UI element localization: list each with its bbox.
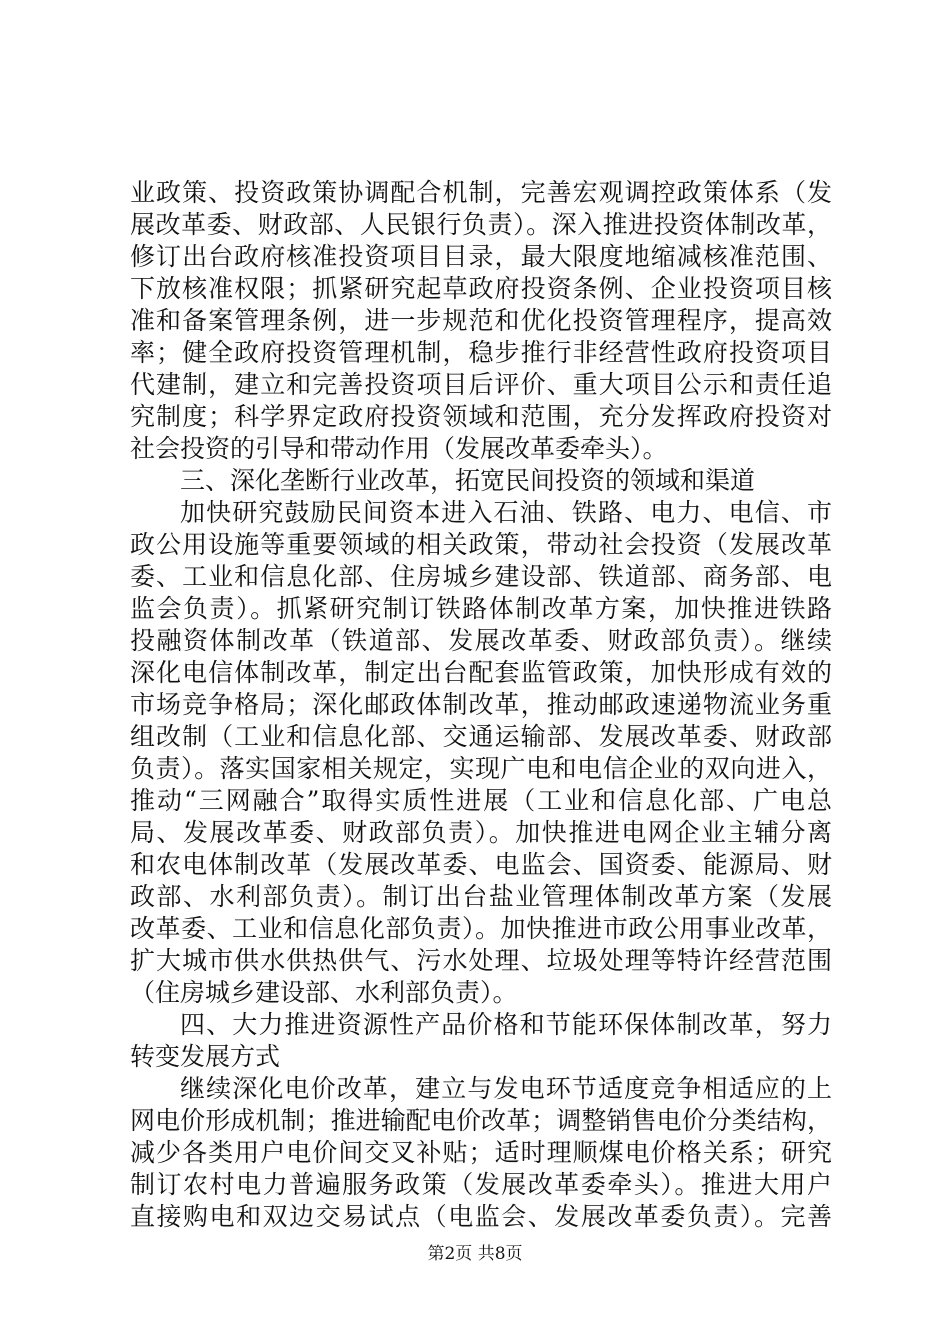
text-line: 减少各类用户电价间交叉补贴；适时理顺煤电价格关系；研究	[130, 1138, 832, 1167]
text-line: 扩大城市供水供热供气、污水处理、垃圾处理等特许经营范围	[130, 946, 832, 975]
text-line: 继续深化电价改革，建立与发电环节适度竞争相适应的上	[180, 1074, 832, 1103]
text-line: 推动“三网融合”取得实质性进展（工业和信息化部、广电总	[130, 786, 832, 815]
text-line: 业政策、投资政策协调配合机制，完善宏观调控政策体系（发	[130, 178, 832, 207]
page-footer: 第2页 共8页	[427, 1244, 523, 1264]
text-line: 准和备案管理条例，进一步规范和优化投资管理程序，提高效	[130, 306, 832, 335]
text-line: 加快研究鼓励民间资本进入石油、铁路、电力、电信、市	[180, 498, 832, 527]
text-line: 负责）。落实国家相关规定，实现广电和电信企业的双向进入，	[130, 754, 832, 783]
section-heading-line: 三、深化垄断行业改革，拓宽民间投资的领域和渠道	[180, 466, 756, 495]
text-line: 市场竞争格局；深化邮政体制改革，推动邮政速递物流业务重	[130, 690, 832, 719]
text-line: 制订农村电力普遍服务政策（发展改革委牵头）。推进大用户	[130, 1170, 832, 1199]
section-heading-3	[130, 465, 832, 497]
text-line: 委、工业和信息化部、住房城乡建设部、铁道部、商务部、电	[130, 562, 832, 591]
text-line: 代建制，建立和完善投资项目后评价、重大项目公示和责任追	[130, 370, 832, 399]
text-line: 局、发展改革委、财政部负责）。加快推进电网企业主辅分离	[130, 818, 832, 847]
text-line: 监会负责）。抓紧研究制订铁路体制改革方案，加快推进铁路	[130, 594, 832, 623]
text-line: 下放核准权限；抓紧研究起草政府投资条例、企业投资项目核	[130, 274, 832, 303]
text-line: 修订出台政府核准投资项目目录，最大限度地缩减核准范围、	[130, 242, 832, 271]
text-line: 组改制（工业和信息化部、交通运输部、发展改革委、财政部	[130, 722, 832, 751]
text-line: 直接购电和双边交易试点（电监会、发展改革委负责）。完善	[130, 1202, 832, 1231]
text-line: 网电价形成机制；推进输配电价改革；调整销售电价分类结构，	[130, 1106, 832, 1135]
text-line: 和农电体制改革（发展改革委、电监会、国资委、能源局、财	[130, 850, 832, 879]
text-line: 政公用设施等重要领域的相关政策，带动社会投资（发展改革	[130, 530, 832, 559]
text-line: 政部、水利部负责）。制订出台盐业管理体制改革方案（发展	[130, 882, 832, 911]
paragraph-monopoly-reform	[130, 497, 832, 1009]
text-line: 投融资体制改革（铁道部、发展改革委、财政部负责）。继续	[130, 626, 832, 655]
text-line: 究制度；科学界定政府投资领域和范围，充分发挥政府投资对	[130, 402, 832, 431]
text-line: 率；健全政府投资管理机制，稳步推行非经营性政府投资项目	[130, 338, 832, 367]
text-line: 深化电信体制改革，制定出台配套监管政策，加快形成有效的	[130, 658, 832, 687]
text-line: 展改革委、财政部、人民银行负责）。深入推进投资体制改革，	[130, 210, 832, 239]
section-heading-line: 转变发展方式	[130, 1042, 281, 1071]
text-line: （住房城乡建设部、水利部负责）。	[130, 978, 518, 1007]
text-line: 改革委、工业和信息化部负责）。加快推进市政公用事业改革，	[130, 914, 832, 943]
paragraph-electricity-pricing	[130, 1073, 832, 1233]
section-heading-4	[130, 1009, 832, 1073]
section-heading-line: 四、大力推进资源性产品价格和节能环保体制改革，努力	[180, 1010, 832, 1039]
document-body	[130, 177, 832, 1233]
paragraph-investment-reform	[130, 177, 832, 465]
text-line: 社会投资的引导和带动作用（发展改革委牵头）。	[130, 434, 668, 463]
